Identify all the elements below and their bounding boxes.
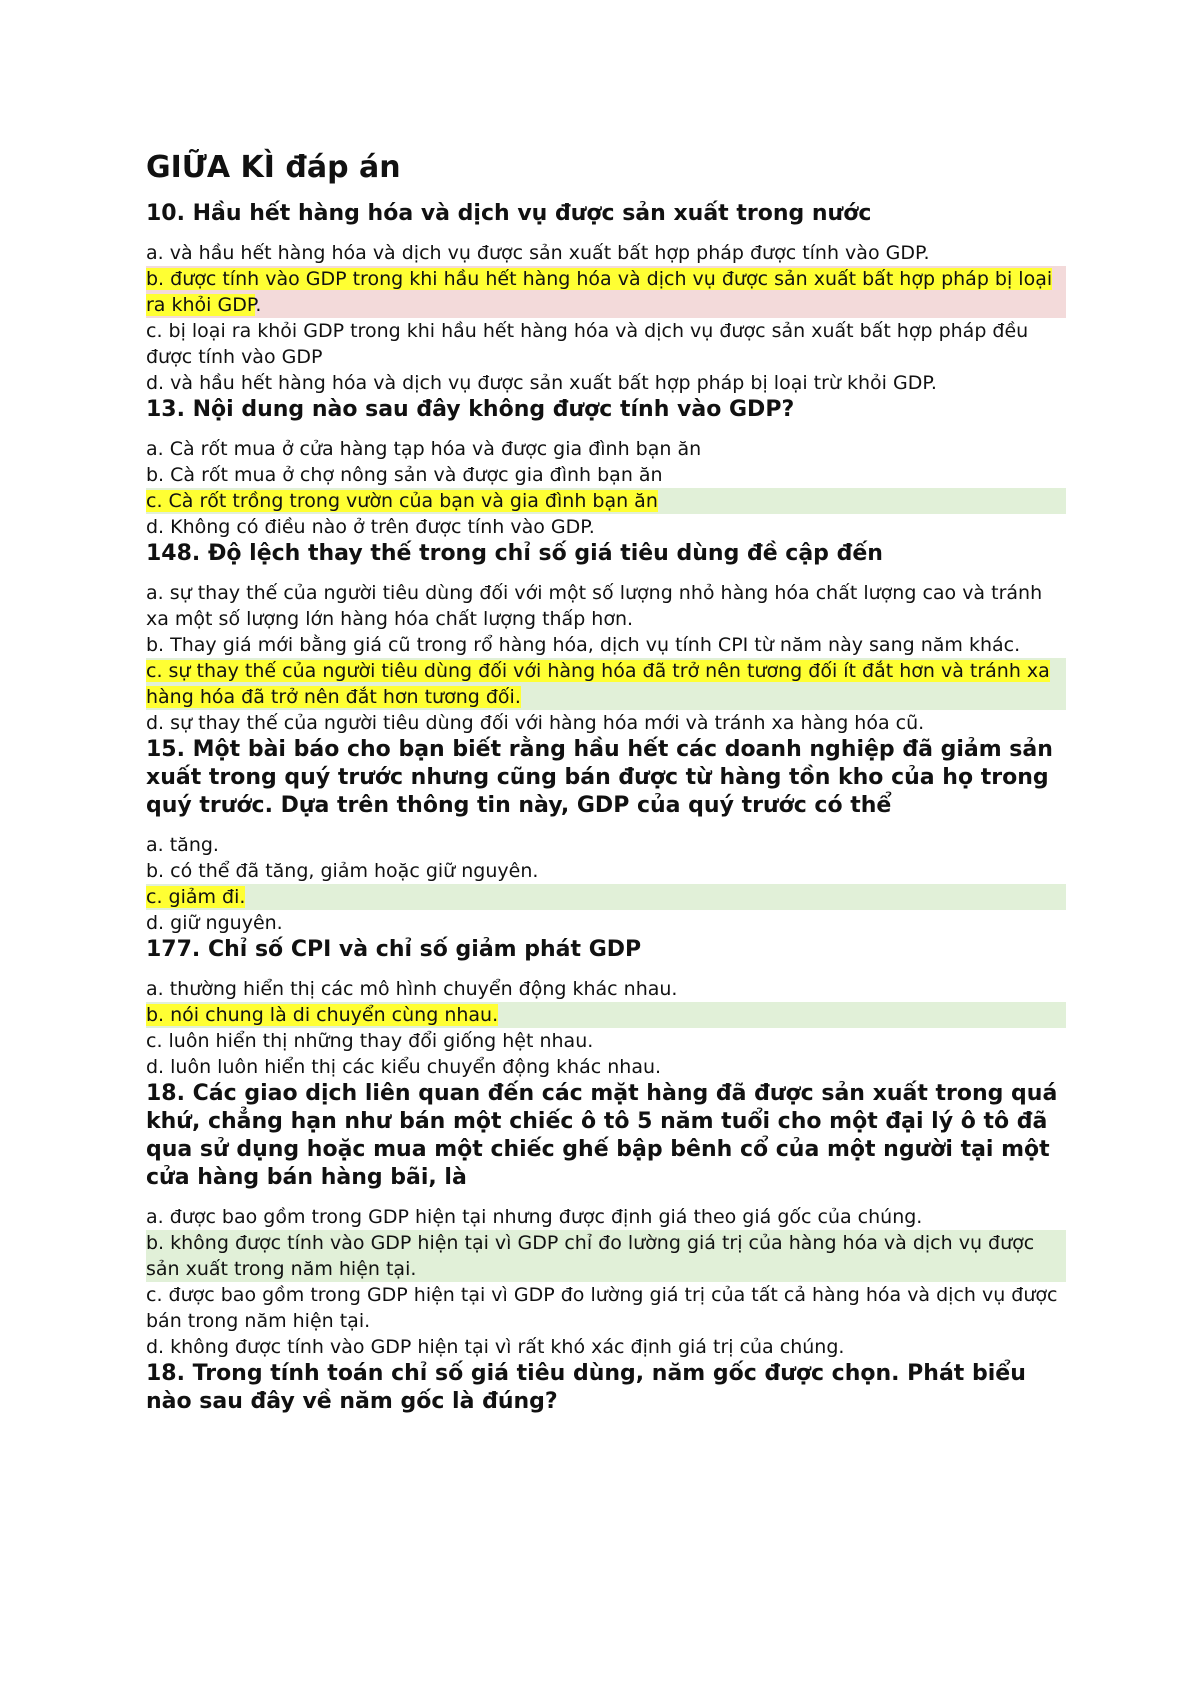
answer-option: [146, 1282, 1066, 1334]
document-title: GIỮA KÌ đáp án: [146, 150, 401, 185]
answer-text: d. không được tính vào GDP hiện tại vì rất khó xác định giá trị của chúng.: [146, 1336, 845, 1358]
answer-text: c. luôn hiển thị những thay đổi giống hệt nhau.: [146, 1030, 594, 1052]
answer-option: [146, 266, 1066, 318]
answer-option: [146, 1204, 1066, 1230]
question-prompt: 18. Trong tính toán chỉ số giá tiêu dùng, năm gốc được chọn. Phát biểu nào sau đây về năm gốc là đúng?: [146, 1361, 1026, 1414]
highlighted-answer-text: c. sự thay thế của người tiêu dùng đối với hàng hóa đã trở nên tương đối ít đắt hơn và tránh xa hàng hóa đã trở nên đắt hơn tương đối.: [146, 660, 1050, 708]
option-list: [146, 436, 1066, 540]
answer-option: [146, 462, 1066, 488]
answer-text: b. không được tính vào GDP hiện tại vì GDP chỉ đo lường giá trị của hàng hóa và dịch vụ được sản xuất trong năm hiện tại.: [146, 1232, 1035, 1280]
answer-option: [146, 884, 1066, 910]
option-list: [146, 240, 1066, 396]
question-block: [146, 1080, 1066, 1360]
answer-option: [146, 1002, 1066, 1028]
answer-text: d. giữ nguyên.: [146, 912, 283, 934]
question-block: [146, 936, 1066, 1080]
answer-option: [146, 1028, 1066, 1054]
answer-option: [146, 370, 1066, 396]
answer-text: b. Cà rốt mua ở chợ nông sản và được gia đình bạn ăn: [146, 464, 663, 486]
question-block: [146, 396, 1066, 540]
answer-text: c. được bao gồm trong GDP hiện tại vì GDP đo lường giá trị của tất cả hàng hóa và dịch vụ được bán trong năm hiện tại.: [146, 1284, 1058, 1332]
answer-option: [146, 910, 1066, 936]
question-list: [146, 200, 1066, 1416]
answer-option: [146, 1230, 1066, 1282]
answer-text: d. và hầu hết hàng hóa và dịch vụ được sản xuất bất hợp pháp bị loại trừ khỏi GDP.: [146, 372, 937, 394]
answer-suffix: .: [255, 294, 262, 316]
answer-option: [146, 832, 1066, 858]
answer-option: [146, 240, 1066, 266]
answer-option: [146, 658, 1066, 710]
question-block: [146, 200, 1066, 396]
answer-text: a. và hầu hết hàng hóa và dịch vụ được sản xuất bất hợp pháp được tính vào GDP.: [146, 242, 930, 264]
question-prompt: 18. Các giao dịch liên quan đến các mặt hàng đã được sản xuất trong quá khứ, chẳng hạn như bán một chiếc ô tô 5 năm tuổi cho một đại lý ô tô đã qua sử dụng hoặc mua một chiếc ghế bập bênh cổ của một người tại một cửa hàng bán hàng bãi, là: [146, 1081, 1058, 1190]
highlighted-answer-text: c. giảm đi.: [146, 886, 246, 908]
answer-option: [146, 514, 1066, 540]
answer-text: a. Cà rốt mua ở cửa hàng tạp hóa và được gia đình bạn ăn: [146, 438, 702, 460]
answer-text: a. sự thay thế của người tiêu dùng đối với một số lượng nhỏ hàng hóa chất lượng cao và tránh xa một số lượng lớn hàng hóa chất lượng thấp hơn.: [146, 582, 1043, 630]
answer-text: b. Thay giá mới bằng giá cũ trong rổ hàng hóa, dịch vụ tính CPI từ năm này sang năm khác.: [146, 634, 1021, 656]
answer-option: [146, 976, 1066, 1002]
document-page: [146, 140, 1066, 1416]
question-block: [146, 540, 1066, 736]
highlighted-answer-text: c. Cà rốt trồng trong vườn của bạn và gia đình bạn ăn: [146, 490, 658, 512]
answer-text: a. được bao gồm trong GDP hiện tại nhưng được định giá theo giá gốc của chúng.: [146, 1206, 923, 1228]
question-prompt: 177. Chỉ số CPI và chỉ số giảm phát GDP: [146, 937, 642, 962]
option-list: [146, 832, 1066, 936]
answer-text: d. Không có điều nào ở trên được tính vào GDP.: [146, 516, 595, 538]
question-prompt: 13. Nội dung nào sau đây không được tính vào GDP?: [146, 397, 795, 422]
answer-option: [146, 318, 1066, 370]
question-block: [146, 1360, 1066, 1416]
answer-option: [146, 1334, 1066, 1360]
question-block: [146, 736, 1066, 936]
answer-option: [146, 710, 1066, 736]
answer-text: d. sự thay thế của người tiêu dùng đối với hàng hóa mới và tránh xa hàng hóa cũ.: [146, 712, 925, 734]
answer-text: a. tăng.: [146, 834, 219, 856]
answer-option: [146, 580, 1066, 632]
answer-option: [146, 1054, 1066, 1080]
highlighted-answer-text: b. nói chung là di chuyển cùng nhau.: [146, 1004, 499, 1026]
answer-option: [146, 436, 1066, 462]
question-prompt: 148. Độ lệch thay thế trong chỉ số giá tiêu dùng đề cập đến: [146, 541, 883, 566]
option-list: [146, 976, 1066, 1080]
answer-option: [146, 632, 1066, 658]
answer-option: [146, 858, 1066, 884]
answer-option: [146, 488, 1066, 514]
question-prompt: 10. Hầu hết hàng hóa và dịch vụ được sản xuất trong nước: [146, 201, 872, 226]
answer-text: a. thường hiển thị các mô hình chuyển động khác nhau.: [146, 978, 678, 1000]
question-prompt: 15. Một bài báo cho bạn biết rằng hầu hết các doanh nghiệp đã giảm sản xuất trong quý trước nhưng cũng bán được từ hàng tồn kho của họ trong quý trước. Dựa trên thông tin này, GDP của quý trước có thể: [146, 737, 1053, 818]
highlighted-answer-text: b. được tính vào GDP trong khi hầu hết hàng hóa và dịch vụ được sản xuất bất hợp pháp bị loại ra khỏi GDP: [146, 268, 1053, 316]
option-list: [146, 1204, 1066, 1360]
answer-text: b. có thể đã tăng, giảm hoặc giữ nguyên.: [146, 860, 539, 882]
answer-text: c. bị loại ra khỏi GDP trong khi hầu hết hàng hóa và dịch vụ được sản xuất bất hợp pháp đều được tính vào GDP: [146, 320, 1029, 368]
answer-text: d. luôn luôn hiển thị các kiểu chuyển động khác nhau.: [146, 1056, 662, 1078]
option-list: [146, 580, 1066, 736]
